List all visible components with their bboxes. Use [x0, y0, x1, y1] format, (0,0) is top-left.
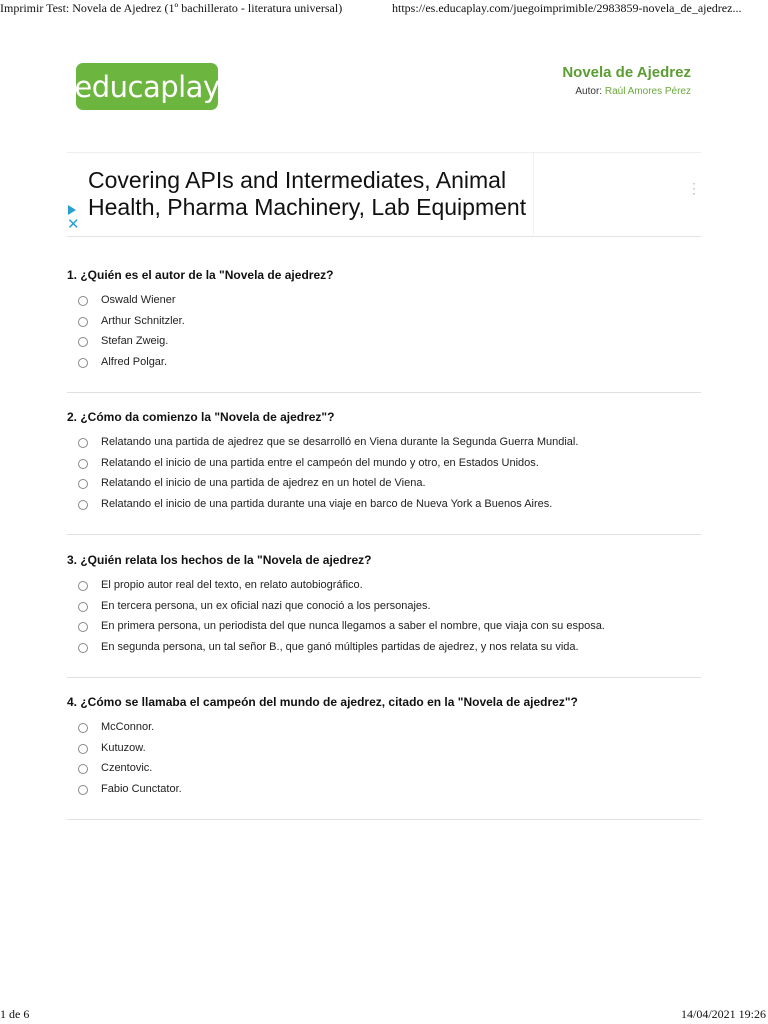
radio-button[interactable]	[78, 317, 88, 327]
option-label: Relatando el inicio de una partida de ajedrez en un hotel de Viena.	[101, 477, 426, 490]
radio-button[interactable]	[78, 358, 88, 368]
educaplay-logo[interactable]	[76, 63, 218, 110]
radio-button[interactable]	[78, 744, 88, 754]
answer-option[interactable]	[67, 356, 701, 376]
more-options-icon[interactable]: ⋮	[687, 180, 701, 196]
option-label: Fabio Cunctator.	[101, 783, 182, 796]
option-label: Stefan Zweig.	[101, 335, 169, 348]
question-title: 1. ¿Quién es el autor de la "Novela de ajedrez?	[67, 268, 334, 282]
answer-option[interactable]	[67, 436, 701, 456]
question-2	[67, 410, 701, 535]
ad-choices-icon[interactable]	[68, 205, 76, 215]
option-label: Relatando el inicio de una partida entre el campeón del mundo y otro, en Estados Unidos.	[101, 456, 539, 469]
ad-text[interactable]	[88, 167, 534, 221]
radio-button[interactable]	[78, 785, 88, 795]
question-4	[67, 695, 701, 820]
radio-button[interactable]	[78, 602, 88, 612]
radio-button[interactable]	[78, 500, 88, 510]
answer-option[interactable]	[67, 620, 701, 640]
print-page-url: https://es.educaplay.com/juegoimprimible/2983859-novela_de_ajedrez...	[392, 1, 742, 15]
question-title: 2. ¿Cómo da comienzo la "Novela de ajedrez"?	[67, 410, 335, 424]
radio-button[interactable]	[78, 643, 88, 653]
radio-button[interactable]	[78, 581, 88, 591]
close-icon[interactable]: ✕	[67, 216, 80, 233]
author-link[interactable]: Raúl Amores Pérez	[604, 86, 691, 97]
option-label: Czentovic.	[101, 762, 153, 775]
ad-line-1: Covering APIs and Intermediates, Animal	[88, 167, 507, 193]
option-label: En tercera persona, un ex oficial nazi que conoció a los personajes.	[101, 599, 431, 612]
page-number: 1 de 6	[0, 1007, 30, 1021]
option-label: Relatando el inicio de una partida durante una viaje en barco de Nueva York a Buenos Aires.	[101, 498, 553, 511]
option-label: Relatando una partida de ajedrez que se desarrolló en Viena durante la Segunda Guerra Mundial.	[101, 436, 579, 448]
answer-option[interactable]	[67, 641, 701, 661]
radio-button[interactable]	[78, 479, 88, 489]
option-label: Oswald Wiener	[101, 294, 176, 306]
answer-option[interactable]	[67, 783, 701, 803]
answer-option[interactable]	[67, 600, 701, 620]
option-label: El propio autor real del texto, en relato autobiográfico.	[101, 579, 363, 591]
logo-text: educaplay	[74, 69, 220, 104]
ad-line-2: Health, Pharma Machinery, Lab Equipment	[88, 194, 527, 220]
radio-button[interactable]	[78, 438, 88, 448]
answer-option[interactable]	[67, 335, 701, 355]
option-label: Arthur Schnitzler.	[101, 314, 185, 327]
option-label: Kutuzow.	[101, 741, 146, 754]
option-label: Alfred Polgar.	[101, 356, 168, 369]
print-page-title: Imprimir Test: Novela de Ajedrez (1º bachillerato - literatura universal)	[0, 1, 343, 15]
radio-button[interactable]	[78, 337, 88, 347]
answer-option[interactable]	[67, 294, 701, 314]
ad-divider	[533, 153, 534, 235]
print-header	[0, 1, 768, 17]
advertisement-banner[interactable]	[67, 152, 701, 237]
print-timestamp: 14/04/2021 19:26	[680, 1007, 766, 1021]
game-title: Novela de Ajedrez	[562, 64, 691, 81]
answer-option[interactable]	[67, 498, 701, 518]
answer-option[interactable]	[67, 742, 701, 762]
question-1	[67, 268, 701, 393]
radio-button[interactable]	[78, 622, 88, 632]
answer-option[interactable]	[67, 762, 701, 782]
radio-button[interactable]	[78, 723, 88, 733]
answer-option[interactable]	[67, 477, 701, 497]
radio-button[interactable]	[78, 296, 88, 306]
question-title: 3. ¿Quién relata los hechos de la "Novela de ajedrez?	[67, 553, 372, 567]
question-3	[67, 553, 701, 678]
author-label: Autor:	[575, 86, 603, 97]
option-label: En primera persona, un periodista del que nunca llegamos a saber el nombre, que viaja con su esposa.	[101, 620, 605, 633]
question-title: 4. ¿Cómo se llamaba el campeón del mundo de ajedrez, citado en la "Novela de ajedrez"?	[67, 695, 578, 709]
author-line	[575, 86, 691, 97]
answer-option[interactable]	[67, 579, 701, 599]
print-footer	[0, 1007, 768, 1023]
answer-option[interactable]	[67, 721, 701, 741]
answer-option[interactable]	[67, 315, 701, 335]
radio-button[interactable]	[78, 764, 88, 774]
option-label: McConnor.	[101, 721, 155, 733]
option-label: En segunda persona, un tal señor B., que ganó múltiples partidas de ajedrez, y nos relata su vida.	[101, 641, 579, 654]
radio-button[interactable]	[78, 459, 88, 469]
answer-option[interactable]	[67, 457, 701, 477]
